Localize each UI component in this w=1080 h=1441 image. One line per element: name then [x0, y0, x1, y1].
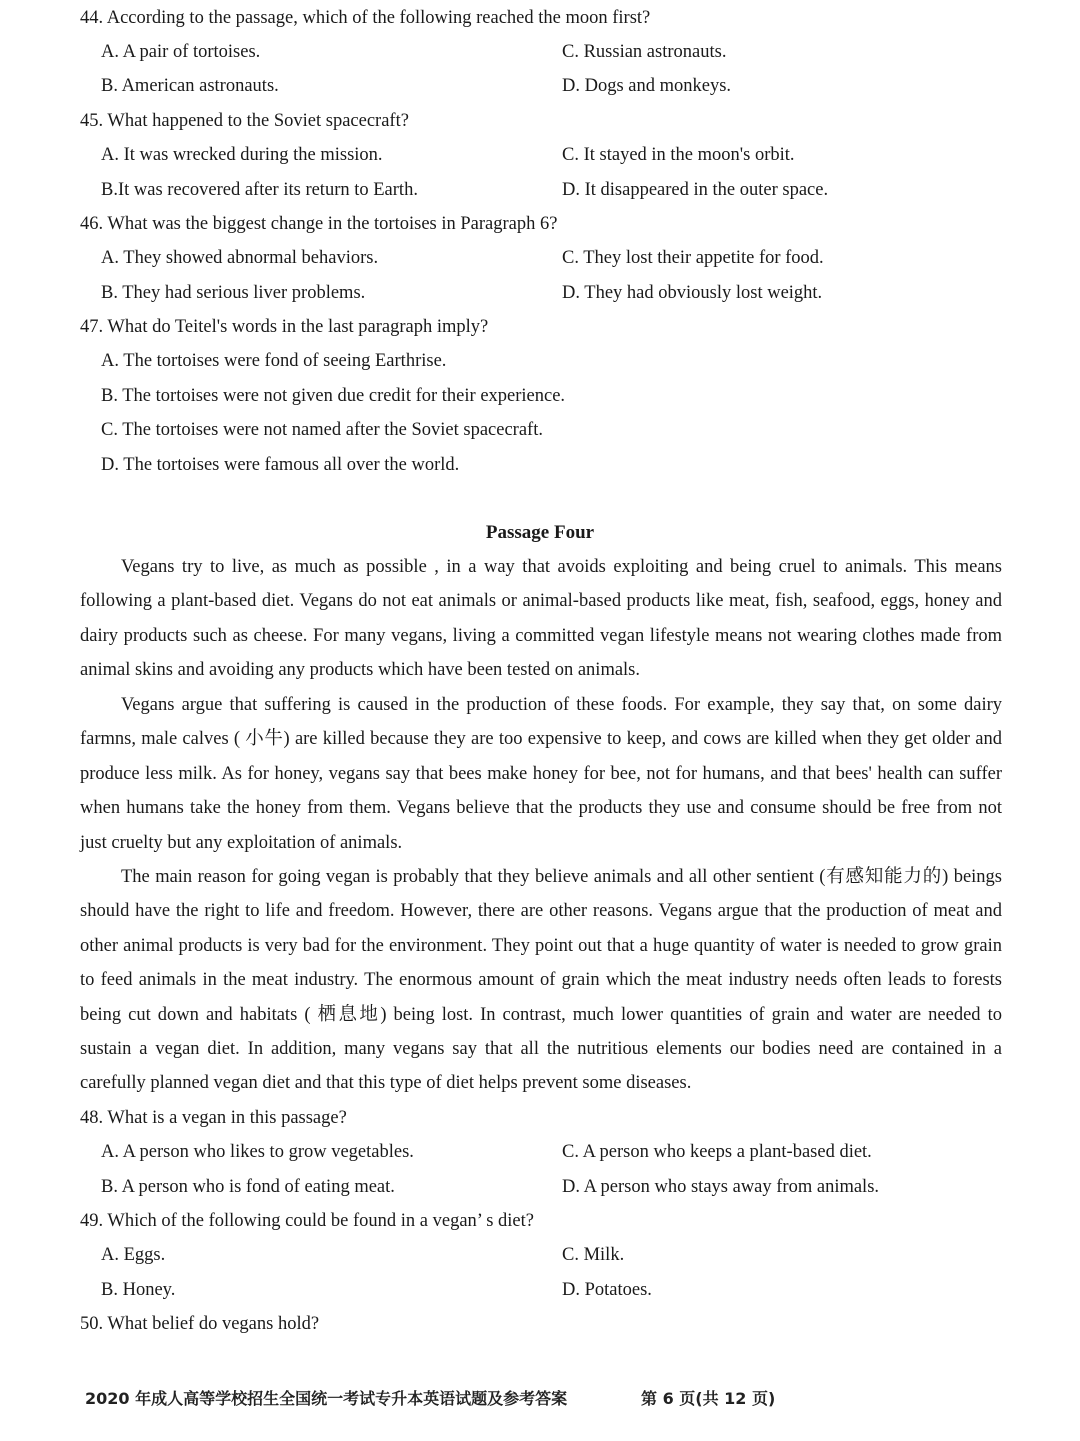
page-footer: [85, 1387, 776, 1411]
question-48-option-b: B. A person who is fond of eating meat.: [101, 1177, 395, 1197]
question-47-option-a: A. The tortoises were fond of seeing Earthrise.: [101, 351, 447, 371]
passage-paragraph-1: Vegans try to live, as much as possible , in a way that avoids exploiting and being cruel to animals. This means following a plant-based diet. Vegans do not eat animals or animal-based products like meat, fish, seafood, eggs, honey and dairy products such as cheese. For many vegans, living a committed vegan lifestyle means not wearing clothes made from animal skins and avoiding any products which have been tested on animals.: [80, 557, 1002, 681]
question-48-option-c: C. A person who keeps a plant-based diet.: [562, 1142, 872, 1162]
question-47-stem: 47. What do Teitel's words in the last paragraph imply?: [80, 317, 489, 337]
question-49-option-a: A. Eggs.: [101, 1245, 166, 1265]
footer-exam-title: 2020 年成人高等学校招生全国统一考试专升本英语试题及参考答案: [85, 1389, 568, 1408]
question-44-stem: 44. According to the passage, which of the following reached the moon first?: [80, 8, 651, 28]
question-46-option-c: C. They lost their appetite for food.: [562, 248, 824, 268]
question-46-option-a: A. They showed abnormal behaviors.: [101, 248, 379, 268]
question-47-option-c: C. The tortoises were not named after the Soviet spacecraft.: [101, 420, 543, 440]
question-44-option-c: C. Russian astronauts.: [562, 42, 727, 62]
question-49-stem: 49. Which of the following could be found in a vegan’ s diet?: [80, 1211, 534, 1231]
question-48-option-a: A. A person who likes to grow vegetables.: [101, 1142, 414, 1162]
question-44-option-a: A. A pair of tortoises.: [101, 42, 261, 62]
question-48-stem: 48. What is a vegan in this passage?: [80, 1108, 347, 1128]
passage-title: Passage Four: [485, 522, 595, 543]
question-48-option-d: D. A person who stays away from animals.: [562, 1177, 880, 1197]
passage-paragraph-2: Vegans argue that suffering is caused in the production of these foods. For example, they say that, on some dairy farmns, male calves ( 小牛) are killed because they are too expensive to keep, and cows are killed when they get older and produce less milk. As for honey, vegans say that bees make honey for bee, not for humans, and that bees' health can suffer when humans take the honey from them. Vegans believe that the products they use and consume should be free from not just cruelty but any exploitation of animals.: [80, 695, 1002, 853]
question-46-option-d: D. They had obviously lost weight.: [562, 283, 823, 303]
question-49-option-d: D. Potatoes.: [562, 1280, 652, 1300]
question-45-stem: 45. What happened to the Soviet spacecraft?: [80, 111, 409, 131]
question-50-stem: 50. What belief do vegans hold?: [80, 1314, 320, 1334]
passage-paragraph-3: The main reason for going vegan is probably that they believe animals and all other sentient (有感知能力的) beings should have the right to life and freedom. However, there are other reasons. Vegans argue that the production of meat and other animal products is very bad for the environment. They point out that a huge quantity of water is needed to grow grain to feed animals in the meat industry. The enormous amount of grain which the meat industry needs often leads to forests being cut down and habitats ( 栖息地) being lost. In contrast, much lower quantities of grain and water are needed to sustain a vegan diet. In addition, many vegans say that all the nutritious elements our bodies need are contained in a carefully planned vegan diet and that this type of diet helps prevent some diseases.: [80, 867, 1002, 1094]
question-45-option-b: B.It was recovered after its return to Earth.: [101, 180, 418, 200]
question-45-option-c: C. It stayed in the moon's orbit.: [562, 145, 795, 165]
question-44-option-d: D. Dogs and monkeys.: [562, 76, 732, 96]
question-44-option-b: B. American astronauts.: [101, 76, 279, 96]
question-45-option-a: A. It was wrecked during the mission.: [101, 145, 383, 165]
question-46-stem: 46. What was the biggest change in the tortoises in Paragraph 6?: [80, 214, 558, 234]
question-47-option-b: B. The tortoises were not given due credit for their experience.: [101, 386, 566, 406]
question-46-option-b: B. They had serious liver problems.: [101, 283, 366, 303]
question-45-option-d: D. It disappeared in the outer space.: [562, 180, 829, 200]
footer-page-number: 第 6 页(共 12 页): [641, 1389, 776, 1408]
question-47-option-d: D. The tortoises were famous all over the world.: [101, 455, 460, 475]
question-49-option-b: B. Honey.: [101, 1280, 176, 1300]
question-49-option-c: C. Milk.: [562, 1245, 625, 1265]
